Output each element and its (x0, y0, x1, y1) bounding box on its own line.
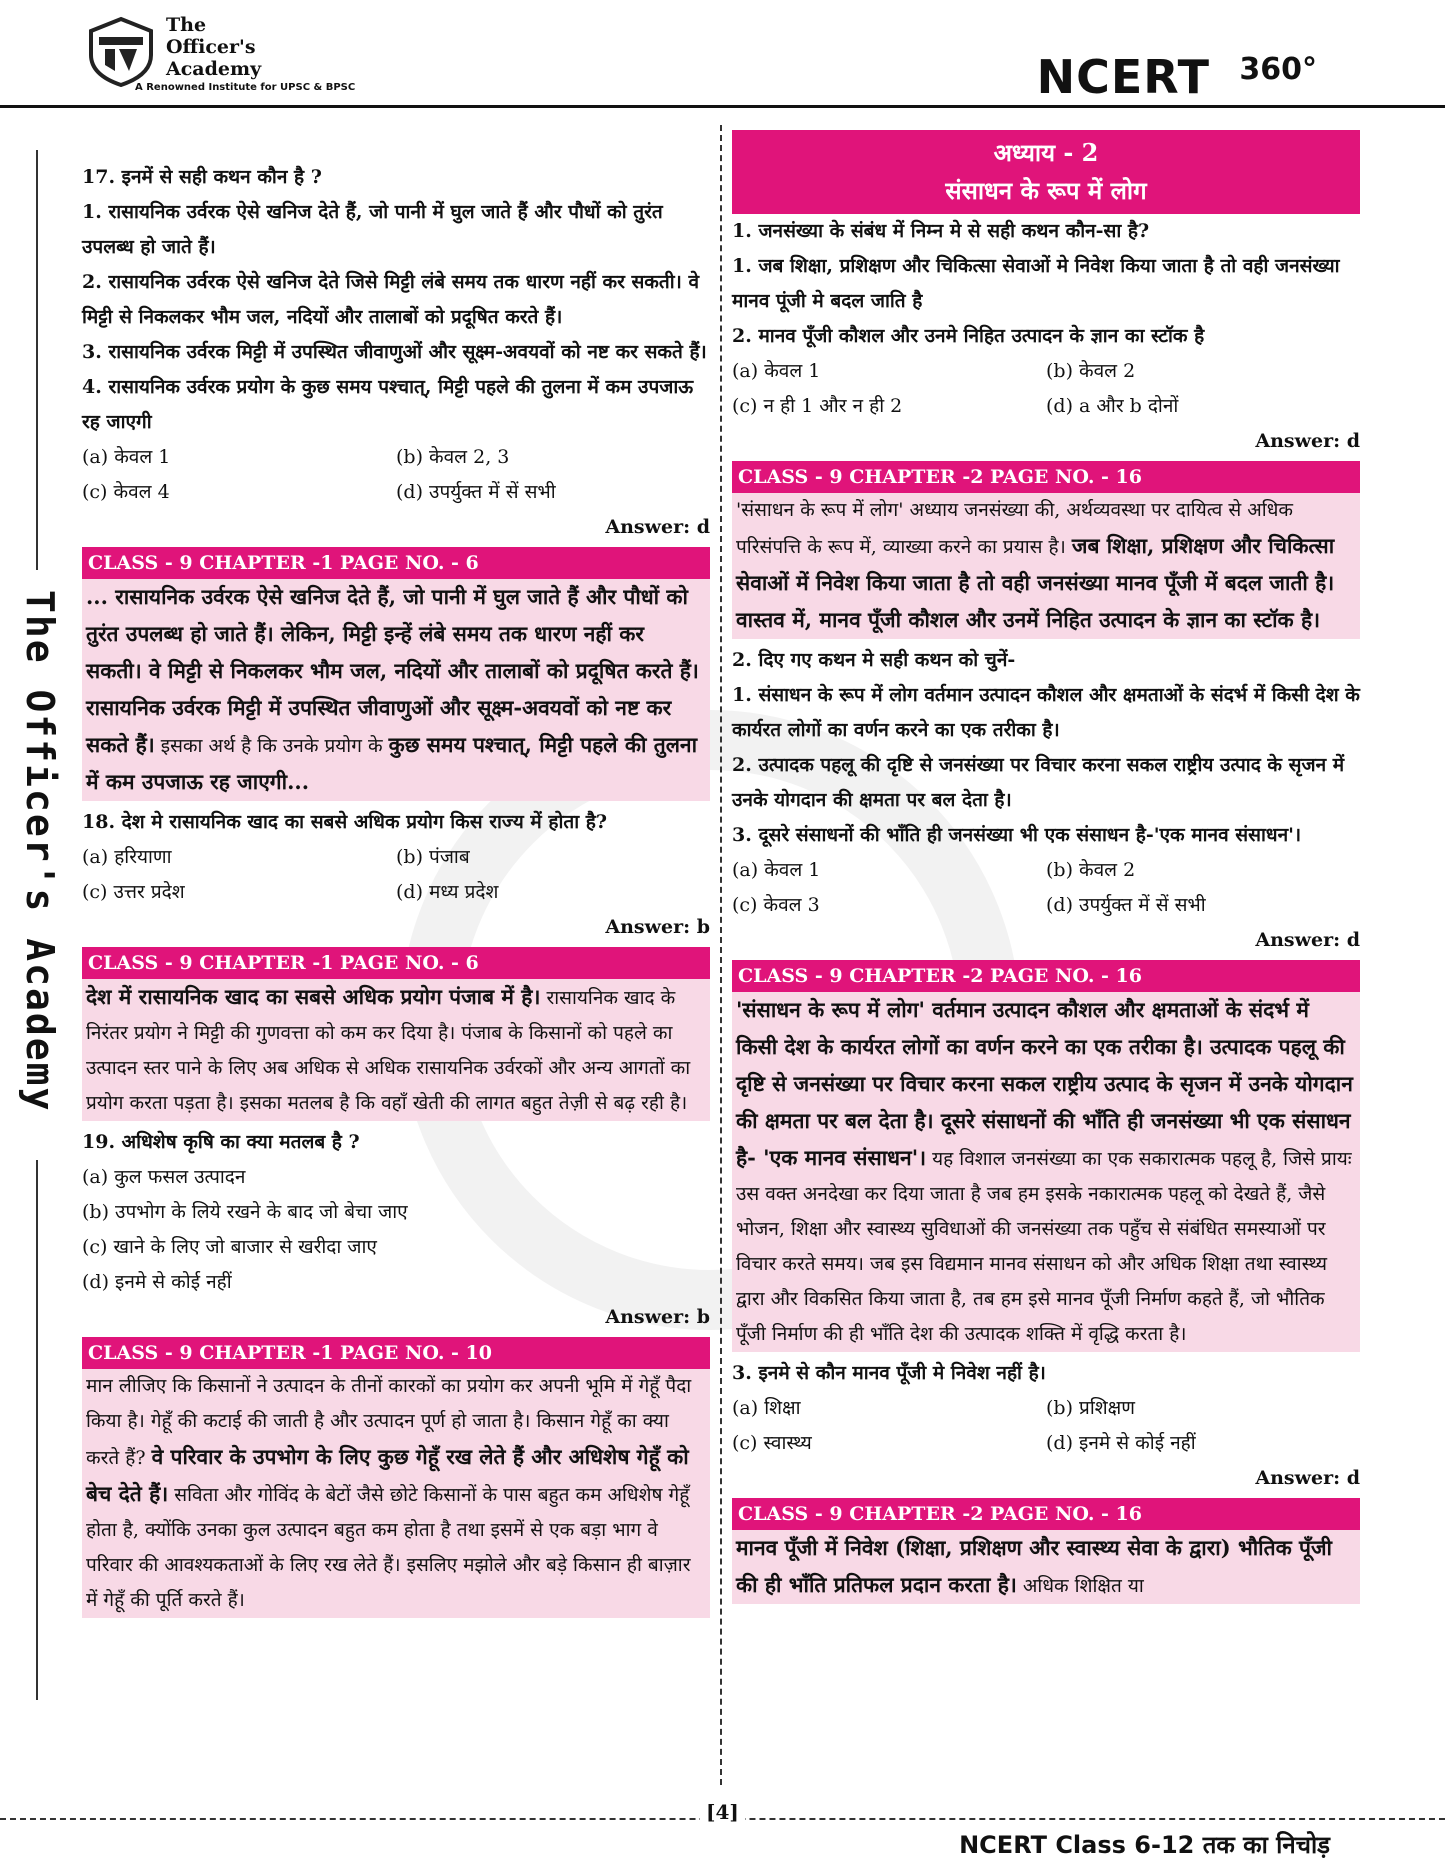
reference-box (82, 947, 710, 1121)
option: (a) केवल 1 (732, 859, 821, 881)
statement: 2. रासायनिक उर्वरक ऐसे खनिज देते जिसे मिट्टी लंबे समय तक धारण नहीं कर सकती। वे मिट्टी से निकलकर भौम जल, नदियों और तालाबों को प्रदूषित करते हैं। (82, 271, 700, 328)
reference-box (732, 960, 1360, 1352)
reference-heading: CLASS - 9 CHAPTER -1 PAGE NO. - 6 (82, 547, 710, 579)
question-1: 1. जनसंख्या के संबंध में निम्न मे से सही कथन कौन-सा है? (732, 220, 1150, 242)
footer-tagline: NCERT Class 6-12 तक का निचोड़ (951, 1828, 1330, 1861)
answer: Answer: b (605, 916, 710, 938)
question-3: 3. इनमे से कौन मानव पूँजी मे निवेश नहीं है। (732, 1362, 1046, 1384)
brand-title: NCERT (1036, 50, 1210, 104)
page-header (0, 0, 1445, 110)
options-row (732, 1426, 1360, 1461)
option: (a) शिक्षा (732, 1397, 801, 1419)
sidebar-line-bottom (36, 1160, 38, 1700)
option: (b) प्रशिक्षण (1046, 1397, 1136, 1419)
reference-text: ... रासायनिक उर्वरक ऐसे खनिज देते हैं, जो पानी में घुल जाते हैं और पौधों को तुरंत उपलब्ध हो जाते हैं। लेकिन, मिट्टी इन्हें लंबे समय तक धारण नहीं कर सकती। वे मिट्टी से निकलकर भौम जल, नदियों और तालाबों को प्रदूषित करते हैं। रासायनिक उर्वरक मिट्टी में उपस्थित जीवाणुओं और सूक्ष्म-अवयवों को नष्ट कर सकते हैं। इसका अर्थ है कि उनके प्रयोग के कुछ समय पश्चात्, मिट्टी पहले की तुलना में कम उपजाऊ रह जाएगी... (86, 584, 699, 794)
reference-heading: CLASS - 9 CHAPTER -2 PAGE NO. - 16 (732, 461, 1360, 493)
question-17: 17. इनमें से सही कथन कौन है ? (82, 166, 322, 188)
reference-box (732, 461, 1360, 639)
statement: 2. मानव पूँजी कौशल और उनमे निहित उत्पादन के ज्ञान का स्टॉक है (732, 325, 1205, 347)
statement: 3. रासायनिक उर्वरक मिट्टी में उपस्थित जीवाणुओं और सूक्ष्म-अवयवों को नष्ट कर सकते हैं। (82, 341, 707, 363)
reference-text: 'संसाधन के रूप में लोग' अध्याय जनसंख्या की, अर्थव्यवस्था पर दायित्व से अधिक परिसंपत्ति के रूप में, व्याख्या करने का प्रयास है। जब शिक्षा, प्रशिक्षण और चिकित्सा सेवाओं में निवेश किया जाता है तो वही जनसंख्या मानव पूँजी में बदल जाती है। वास्तव में, मानव पूँजी कौशल और उनमें निहित उत्पादन के ज्ञान का स्टॉक है। (736, 499, 1335, 632)
reference-text: 'संसाधन के रूप में लोग' वर्तमान उत्पादन कौशल और क्षमताओं के संदर्भ में किसी देश के कार्यरत लोगों का वर्णन करने का एक तरीका है। उत्पादक पहलू की दृष्टि से जनसंख्या पर विचार करना सकल राष्ट्रीय उत्पाद के सृजन में उनके योगदान की क्षमता पर बल देता है। दूसरे संसाधनों की भाँति ही जनसंख्या भी एक संसाधन है- 'एक मानव संसाधन'। यह विशाल जनसंख्या का एक सकारात्मक पहलू है, जिसे प्रायः उस वक्त अनदेखा कर दिया जाता है जब हम इसके नकारात्मक पहलू को देखते हैं, जैसे भोजन, शिक्षा और स्वास्थ्य सुविधाओं की जनसंख्या तक पहुँच से संबंधित समस्याओं पर विचार करते समय। जब इस विद्यमान मानव संसाधन को और अधिक शिक्षा तथा स्वास्थ्य द्वारा और विकसित किया जाता है, तब हम इसे मानव पूँजी निर्माण कहते हैं, जो भौतिक पूँजी निर्माण की ही भाँति देश की उत्पादक शक्ति में वृद्धि करता है। (736, 997, 1353, 1345)
option: (d) इनमे से कोई नहीं (82, 1271, 232, 1293)
option: (a) कुल फसल उत्पादन (82, 1166, 246, 1188)
statement: 4. रासायनिक उर्वरक प्रयोग के कुछ समय पश्चात्, मिट्टी पहले की तुलना में कम उपजाऊ रह जाएगी (82, 376, 694, 433)
question-18: 18. देश मे रासायनिक खाद का सबसे अधिक प्रयोग किस राज्य में होता है? (82, 811, 608, 833)
statement: 1. रासायनिक उर्वरक ऐसे खनिज देते हैं, जो पानी में घुल जाते हैं और पौधों को तुरंत उपलब्ध हो जाते हैं। (82, 201, 663, 258)
options-row (732, 354, 1360, 389)
statement: 1. जब शिक्षा, प्रशिक्षण और चिकित्सा सेवाओं मे निवेश किया जाता है तो वही जनसंख्या मानव पूंजी मे बदल जाति है (732, 255, 1340, 312)
options-row (732, 853, 1360, 888)
answer: Answer: d (605, 516, 710, 538)
brand-360: 360° (1239, 52, 1317, 87)
option: (d) उपर्युक्त में सें सभी (396, 481, 556, 503)
option: (c) केवल 3 (732, 894, 820, 916)
logo-tagline: A Renowned Institute for UPSC & BPSC (135, 82, 356, 93)
logo-name: The Officer's Academy (166, 14, 262, 80)
chapter-title: संसाधन के रूप में लोग (945, 176, 1147, 205)
header-rule (0, 105, 1445, 108)
option: (a) केवल 1 (82, 446, 171, 468)
right-column (732, 138, 1360, 1608)
option: (b) केवल 2 (1046, 859, 1136, 881)
option: (d) a और b दोनों (1046, 395, 1179, 417)
options-row (82, 840, 710, 875)
option: (b) केवल 2 (1046, 360, 1136, 382)
question-2: 2. दिए गए कथन मे सही कथन को चुनें- (732, 649, 1016, 671)
reference-box (82, 547, 710, 801)
reference-heading: CLASS - 9 CHAPTER -2 PAGE NO. - 16 (732, 1498, 1360, 1530)
column-divider (720, 125, 722, 1785)
reference-heading: CLASS - 9 CHAPTER -2 PAGE NO. - 16 (732, 960, 1360, 992)
option: (b) उपभोग के लिये रखने के बाद जो बेचा जाए (82, 1201, 408, 1223)
reference-text: मानव पूँजी में निवेश (शिक्षा, प्रशिक्षण और स्वास्थ्य सेवा के द्वारा) भौतिक पूँजी की ही भाँति प्रतिफल प्रदान करता है। अधिक शिक्षित या (736, 1535, 1332, 1597)
reference-heading: CLASS - 9 CHAPTER -1 PAGE NO. - 6 (82, 947, 710, 979)
options-row (732, 888, 1360, 923)
answer: Answer: d (1255, 929, 1360, 951)
options-row (732, 1391, 1360, 1426)
statement: 3. दूसरे संसाधनों की भाँति ही जनसंख्या भी एक संसाधन है-'एक मानव संसाधन'। (732, 824, 1302, 846)
option: (c) खाने के लिए जो बाजार से खरीदा जाए (82, 1236, 377, 1258)
reference-box (82, 1337, 710, 1618)
answer: Answer: b (605, 1306, 710, 1328)
reference-text: मान लीजिए कि किसानों ने उत्पादन के तीनों कारकों का प्रयोग कर अपनी भूमि में गेहूँ पैदा किया है। गेहूँ की कटाई की जाती है और उत्पादन पूर्ण हो जाता है। किसान गेहूँ का क्या करते हैं? वे परिवार के उपभोग के लिए कुछ गेहूँ रख लेते हैं और अधिशेष गेहूँ को बेच देते हैं। सविता और गोविंद के बेटों जैसे छोटे किसानों के पास बहुत कम अधिशेष गेहूँ होता है, क्योंकि उनका कुल उत्पादन बहुत कम होता है तथा इसमें से एक बड़ा भाग वे परिवार की आवश्यकताओं के लिए रख लेते हैं। इसलिए मझोले और बड़े किसान ही बाज़ार में गेहूँ की पूर्ति करते हैं। (86, 1375, 692, 1611)
option: (b) केवल 2, 3 (396, 446, 510, 468)
option: (a) केवल 1 (732, 360, 821, 382)
academy-logo-icon (85, 15, 157, 87)
option: (d) उपर्युक्त में सें सभी (1046, 894, 1206, 916)
statement: 1. संसाधन के रूप में लोग वर्तमान उत्पादन कौशल और क्षमताओं के संदर्भ में किसी देश के कार्यरत लोगों का वर्णन करने का एक तरीका है। (732, 684, 1360, 741)
options-row (82, 475, 710, 510)
option: (c) न ही 1 और न ही 2 (732, 395, 903, 417)
left-column (82, 160, 710, 1622)
sidebar-line-top (36, 150, 38, 570)
page-number: [4] (700, 1800, 745, 1824)
option: (c) स्वास्थ्य (732, 1432, 812, 1454)
option: (c) उत्तर प्रदेश (82, 881, 185, 903)
chapter-banner (732, 130, 1360, 214)
options-row (732, 389, 1360, 424)
answer: Answer: d (1255, 430, 1360, 452)
reference-box (732, 1498, 1360, 1604)
statement: 2. उत्पादक पहलू की दृष्टि से जनसंख्या पर विचार करना सकल राष्ट्रीय उत्पाद के सृजन में उनके योगदान की क्षमता पर बल देता है। (732, 754, 1345, 811)
options-row (82, 440, 710, 475)
option: (b) पंजाब (396, 846, 470, 868)
option: (d) मध्य प्रदेश (396, 881, 499, 903)
chapter-number: अध्याय - 2 (993, 138, 1099, 167)
answer: Answer: d (1255, 1467, 1360, 1489)
reference-heading: CLASS - 9 CHAPTER -1 PAGE NO. - 10 (82, 1337, 710, 1369)
option: (c) केवल 4 (82, 481, 170, 503)
sidebar-title: The Officer's Academy (18, 590, 62, 1113)
option: (d) इनमे से कोई नहीं (1046, 1432, 1196, 1454)
question-19: 19. अधिशेष कृषि का क्या मतलब है ? (82, 1131, 360, 1153)
reference-text: देश में रासायनिक खाद का सबसे अधिक प्रयोग पंजाब में है। रासायनिक खाद के निरंतर प्रयोग ने मिट्टी की गुणवत्ता को कम कर दिया है। पंजाब के किसानों को पहले का उत्पादन स्तर पाने के लिए अब अधिक से अधिक रासायनिक उर्वरकों और अन्य आगतों का प्रयोग करता पड़ता है। इसका मतलब है कि वहाँ खेती की लागत बहुत तेज़ी से बढ़ रही है। (86, 984, 691, 1114)
option: (a) हरियाणा (82, 846, 172, 868)
options-row (82, 875, 710, 910)
